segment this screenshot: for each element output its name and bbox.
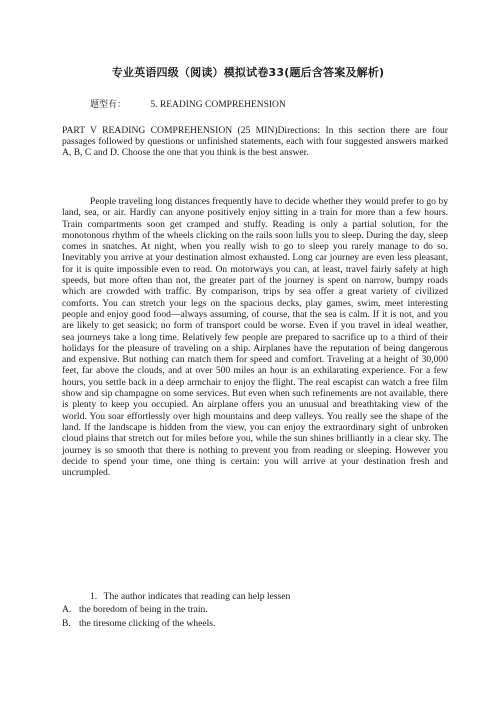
- question-block: [62, 590, 290, 630]
- question-type-value: 5. READING COMPREHENSION: [150, 100, 286, 110]
- option-b: [62, 617, 290, 630]
- option-a: [62, 603, 290, 616]
- question-number: 1.: [90, 591, 98, 602]
- document-title: 专业英语四级（阅读）模拟试卷33(题后含答案及解析): [111, 66, 385, 79]
- question-stem: The author indicates that reading can help lessen: [103, 591, 291, 602]
- question-type-line: [90, 97, 286, 110]
- reading-passage: People traveling long distances frequently have to decide whether they would prefer to go by land, sea, or air. Hardly can anyone positively enjoy sitting in a train for more than a few hours. Train compartments soon get cramped and stuffy. Reading is only a partial solution, for the monotonous rhythm of the wheels clicking on the rails soon lulls you to sleep. During the day, sleep comes in snatches. At night, when you really wish to go to sleep you rarely manage to do so. Inevitably you arrive at your destination almost exhausted. Long car journey are even less pleasant, for it is quite impossible even to read. On motorways you can, at least, travel fairly safely at high speeds, but more often than not, the greater part of the journey is spent on narrow, bumpy roads which are crowded with traffic. By comparison, trips by sea offer a great variety of civilized comforts. You can stretch your legs on the spacious decks, play games, swim, meet interesting people and enjoy good food—always assuming, of course, that the sea is calm. If it is not, and you are likely to get seasick; no form of transport could be worse. Even if you travel in ideal weather, sea journeys take a long time. Relatively few people are prepared to sacrifice up to a third of their holidays for the pleasure of traveling on a ship. Airplanes have the reputation of being dangerous and expensive. But nothing can match them for speed and comfort. Traveling at a height of 30,000 feet, far above the clouds, and at over 500 miles an hour is an exhilarating experience. For a few hours, you settle back in a deep armchair to enjoy the flight. The real escapist can watch a free film show and sip champagne on some services. But even when such refinements are not available, there is plenty to keep you occupied. An airplane offers you an unusual and breathtaking view of the world. You soar effortlessly over high mountains and deep valleys. You really see the shape of the land. If the landscape is hidden from the view, you can enjoy the extraordinary sight of unbroken cloud plains that stretch out for miles before you, while the sun shines brilliantly in a clear sky. The journey is so smooth that there is nothing to prevent you from reading or sleeping. However you decide to spend your time, one thing is certain: you will arrive at your destination fresh and uncrumpled.: [62, 196, 448, 479]
- option-a-letter: A.: [62, 604, 72, 616]
- question-stem-line: [62, 590, 290, 603]
- part-directions: PART V READING COMPREHENSION (25 MIN)Directions: In this section there are four passages followed by questions or unfinished statements, each with four suggested answers marked A, B, C and D. Choose the one that you think is the best answer.: [62, 125, 448, 159]
- question-type-label: 题型有：: [90, 100, 127, 110]
- option-b-letter: B.: [62, 617, 71, 629]
- option-b-text: the tiresome clicking of the wheels.: [79, 617, 216, 629]
- option-a-text: the boredom of being in the train.: [79, 604, 208, 616]
